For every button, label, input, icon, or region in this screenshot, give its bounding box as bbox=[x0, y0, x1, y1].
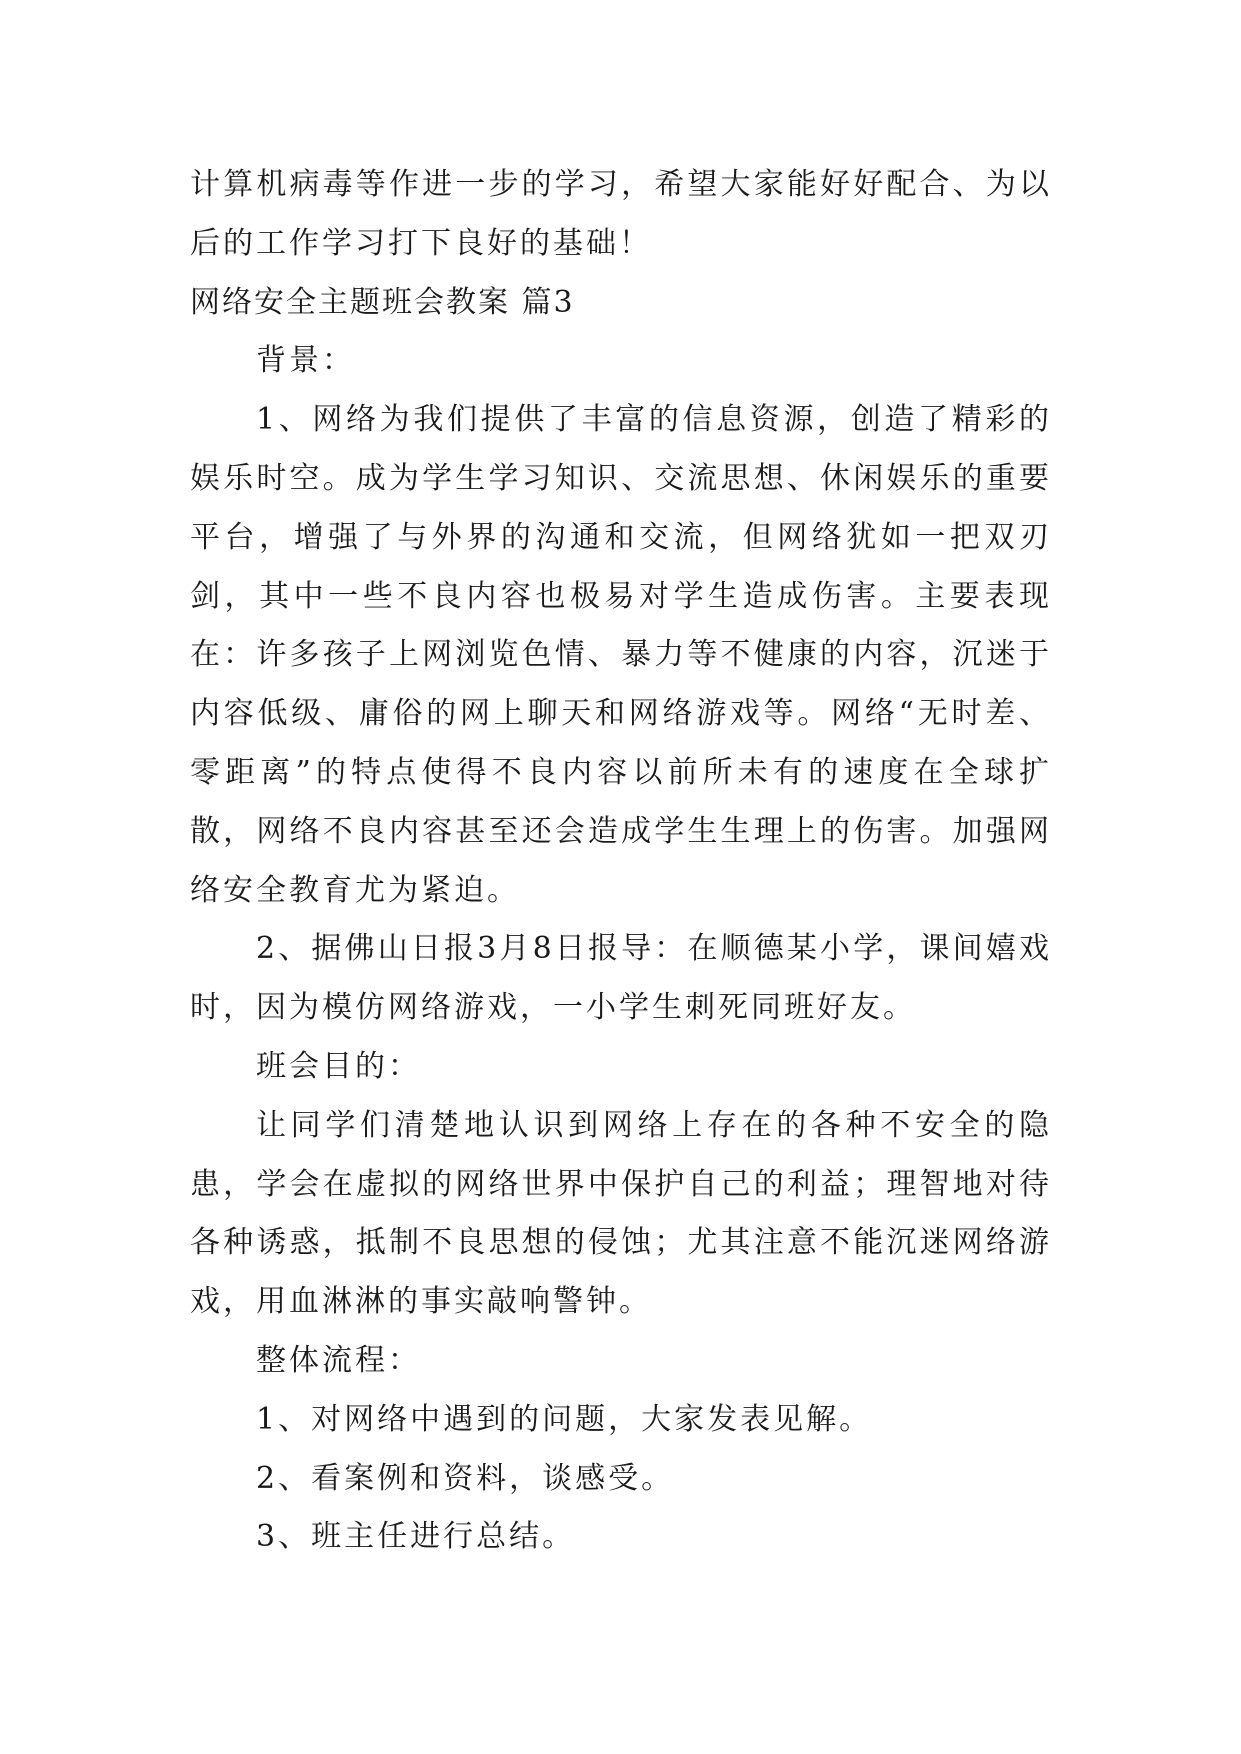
background-label: 背景： bbox=[256, 343, 355, 379]
paragraph-continuation: 计算机病毒等作进一步的学习，希望大家能好好配合、为以后的工作学习打下良好的基础！ bbox=[190, 167, 1052, 261]
process-label: 整体流程： bbox=[256, 1342, 421, 1378]
process-step-1: 1、对网络中遇到的问题，大家发表见解。 bbox=[256, 1401, 873, 1437]
paragraph-purpose: 让同学们清楚地认识到网络上存在的各种不安全的隐患，学会在虚拟的网络世界中保护自己的利益；理智地对待各种诱惑，抵制不良思想的侵蚀；尤其注意不能沉迷网络游戏，用血淋淋的事实敲响警钟。 bbox=[190, 1107, 1052, 1320]
document-body bbox=[190, 156, 1052, 1567]
process-step-3: 3、班主任进行总结。 bbox=[256, 1519, 576, 1555]
paragraph-background-1: 1、网络为我们提供了丰富的信息资源，创造了精彩的娱乐时空。成为学生学习知识、交流思想、休闲娱乐的重要平台，增强了与外界的沟通和交流，但网络犹如一把双刃剑，其中一些不良内容也极易对学生造成伤害。主要表现在：许多孩子上网浏览色情、暴力等不健康的内容，沉迷于内容低级、庸俗的网上聊天和网络游戏等。网络“无时差、零距离”的特点使得不良内容以前所未有的速度在全球扩散，网络不良内容甚至还会造成学生生理上的伤害。加强网络安全教育尤为紧迫。 bbox=[190, 402, 1052, 908]
purpose-label: 班会目的： bbox=[256, 1048, 421, 1084]
paragraph-background-2: 2、据佛山日报3月8日报导：在顺德某小学，课间嬉戏时，因为模仿网络游戏，一小学生刺死同班好友。 bbox=[190, 931, 1052, 1026]
process-step-2: 2、看案例和资料，谈感受。 bbox=[256, 1460, 675, 1496]
section-title: 网络安全主题班会教案 篇3 bbox=[190, 284, 575, 320]
